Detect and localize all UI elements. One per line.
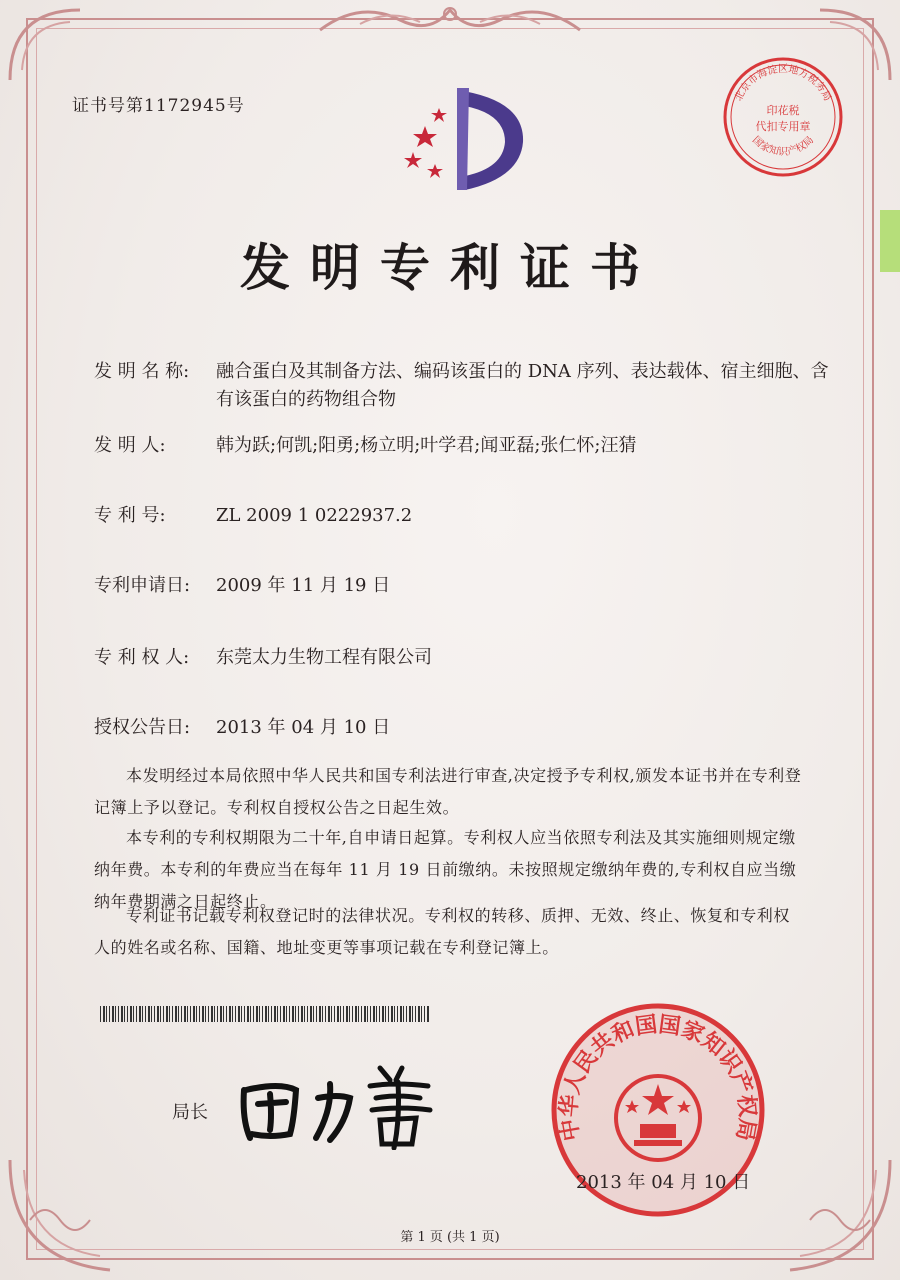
field-label: 发 明 人:: [94, 435, 166, 456]
tax-seal-line-1: 印花税: [766, 104, 800, 117]
svg-text:国家知识产权局: [750, 134, 816, 158]
field-value: 韩为跃;何凯;阳勇;杨立明;叶学君;闻亚磊;张仁怀;汪猜: [216, 435, 637, 456]
certificate-number: 证书号第1172945号: [72, 96, 245, 116]
paragraph-legal-status: 专利证书记载专利权登记时的法律状况。专利权的转移、质押、无效、终止、恢复和专利权人的姓名或名称、国籍、地址变更等事项记载在专利登记簿上。: [94, 906, 791, 957]
field-value: 2013 年 04 月 10 日: [216, 717, 391, 738]
field-grant-date: [94, 714, 390, 742]
field-label: 授权公告日:: [94, 717, 191, 738]
field-application-date: [94, 572, 390, 600]
field-value: 融合蛋白及其制备方法、编码该蛋白的 DNA 序列、表达载体、宿主细胞、含有该蛋白的药物组合物: [216, 361, 829, 410]
field-value: ZL 2009 1 0222937.2: [216, 505, 413, 526]
director-signature: [230, 1060, 440, 1150]
patent-office-logo: [395, 80, 535, 200]
field-label: 专利申请日:: [94, 575, 191, 596]
field-label: 发 明 名 称:: [94, 361, 190, 382]
field-invention-name: [94, 358, 836, 414]
field-patentee: [94, 644, 432, 672]
corner-ornament-bl: [0, 1150, 120, 1280]
tax-seal-arc-text: 北京市海淀区地方税务局: [733, 64, 833, 103]
seal-arc-text: 中华人民共和国国家知识产权局: [556, 1012, 760, 1143]
paragraph-grant: 本发明经过本局依照中华人民共和国专利法进行审查,决定授予专利权,颁发本证书并在专利登记簿上予以登记。专利权自授权公告之日起生效。: [94, 766, 802, 817]
field-patent-number: [94, 502, 412, 530]
top-ornament: [300, 0, 600, 40]
tax-seal-stamp: [718, 52, 848, 182]
barcode: [100, 1006, 430, 1022]
page-footer: 第 1 页 (共 1 页): [400, 1230, 500, 1245]
director-label: 局长: [172, 1102, 208, 1123]
tax-seal-bottom-text: 国家知识产权局: [749, 134, 817, 158]
tax-seal-line-2: 代扣专用章: [755, 120, 811, 133]
field-value: 2009 年 11 月 19 日: [216, 575, 391, 596]
seal-date: 2013 年 04 月 10 日: [576, 1172, 751, 1193]
field-label: 专 利 权 人:: [94, 647, 190, 668]
paragraph-term: 本专利的专利权期限为二十年,自申请日起算。专利权人应当依照专利法及其实施细则规定缴纳年费。本专利的年费应当在每年 11 月 19 日前缴纳。未按照规定缴纳年费的,专利权自应当缴纳年费期满之日起终止。: [94, 828, 797, 911]
page-title: 发明专利证书: [240, 238, 660, 297]
field-label: 专 利 号:: [94, 505, 166, 526]
field-value: 东莞太力生物工程有限公司: [216, 647, 432, 668]
corner-ornament-br: [780, 1150, 900, 1280]
corner-ornament-tl: [0, 0, 90, 90]
svg-text:北京市海淀区地方税务局: [732, 62, 833, 103]
field-inventors: [94, 432, 636, 460]
